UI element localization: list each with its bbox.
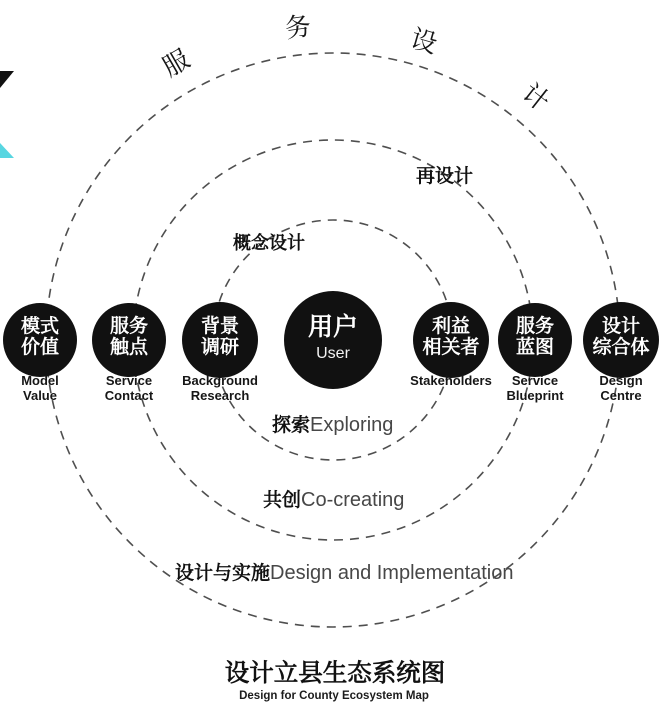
node-en-line2: Research (190, 388, 250, 403)
node-zh-line2: 蓝图 (515, 337, 555, 358)
node-design-centre (583, 302, 659, 403)
label-concept-design: 概念设计 (233, 233, 305, 253)
logo-fragment (0, 71, 14, 158)
node-zh-line2: 触点 (109, 337, 149, 358)
label-redesign: 再设计 (416, 166, 474, 187)
node-en-line2: Blueprint (506, 388, 564, 403)
node-en-line2: Centre (600, 388, 642, 403)
node-en-line1: Stakeholders (410, 373, 492, 388)
node-model-value (3, 303, 77, 403)
node-zh-line1: 服务 (515, 316, 555, 337)
node-zh-line2: 调研 (200, 337, 240, 358)
node-en-line1: Service (105, 373, 153, 388)
node-zh-line1: 背景 (200, 316, 240, 337)
node-zh-line2: 综合体 (592, 337, 650, 358)
node-en-line2: Contact (104, 388, 154, 403)
node-zh-line2: 相关者 (422, 337, 480, 358)
arc-char-2: 务 (283, 10, 313, 44)
node-service-blueprint (498, 303, 572, 403)
node-zh-line1: 利益 (431, 316, 471, 337)
node-en-line1: Model (21, 373, 59, 388)
node-en-line1: Background (182, 373, 258, 388)
node-en-inside: User (316, 345, 350, 362)
logo-cyan-triangle (0, 143, 14, 158)
node-stakeholders (410, 302, 492, 388)
node-background-research (182, 302, 258, 403)
node-en-line1: Service (511, 373, 559, 388)
node-zh-line2: 价值 (20, 337, 60, 358)
node-service-contact (92, 303, 166, 403)
node-user (284, 291, 382, 389)
arc-char-3: 设 (407, 22, 441, 60)
node-en-line2: Value (23, 388, 57, 403)
node-zh-line1: 用户 (307, 313, 359, 341)
page-subtitle: Design for County Ecosystem Map (239, 690, 429, 702)
page-title: 设计立县生态系统图 (224, 660, 446, 687)
logo-black-triangle (0, 71, 14, 88)
label-co-creating: 共创Co-creating (263, 489, 405, 511)
arc-title-service-design (157, 10, 555, 116)
arc-char-4: 计 (516, 77, 556, 117)
arc-char-1: 服 (157, 43, 195, 83)
label-design-implementation: 设计与实施Design and Implementation (175, 562, 514, 584)
node-zh-line1: 设计 (601, 316, 641, 337)
label-exploring: 探索Exploring (272, 414, 394, 436)
node-zh-line1: 服务 (109, 316, 149, 337)
node-en-line1: Design (599, 373, 643, 388)
node-zh-line1: 模式 (20, 316, 60, 337)
